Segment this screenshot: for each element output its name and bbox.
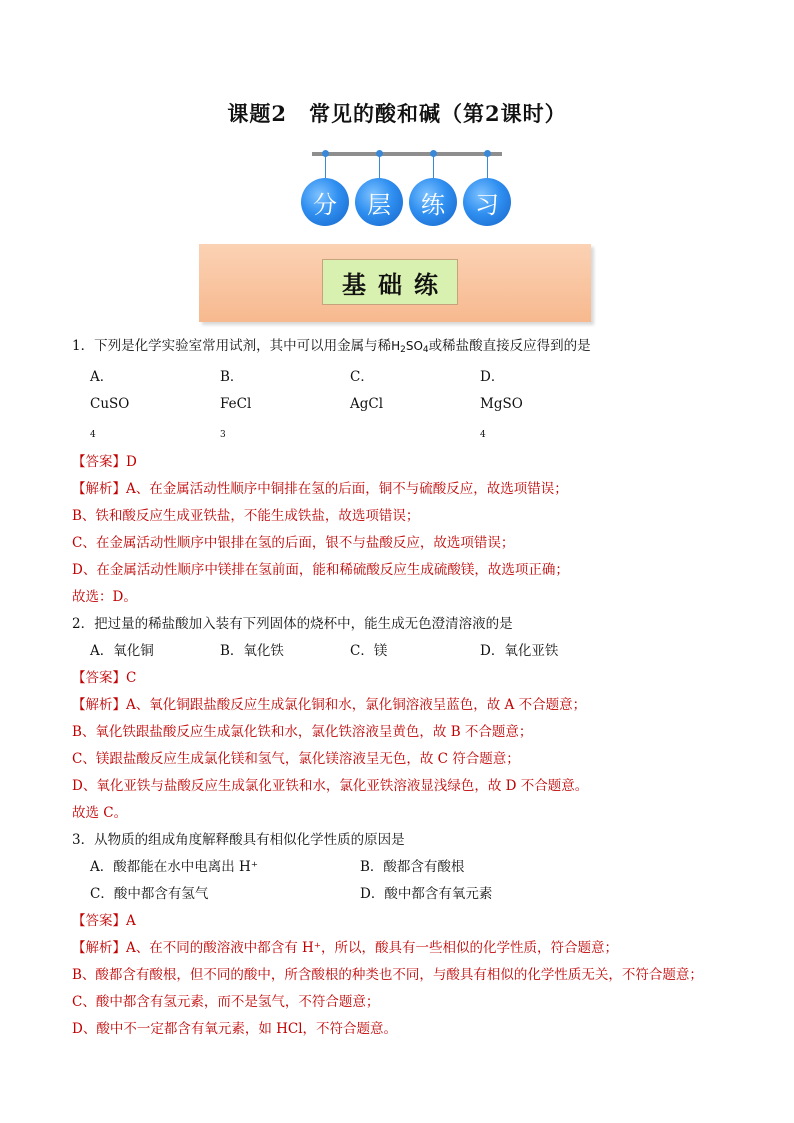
question-3-options-row <box>72 881 712 908</box>
option-c[interactable]: C．AgCl <box>350 369 384 412</box>
option-d[interactable]: D．氧化亚铁 <box>480 643 559 659</box>
question-1-stem: 1．下列是化学实验室常用试剂，其中可以用金属与稀$H_2SO_4$或稀盐酸直接反应得到的是 <box>72 338 591 355</box>
banner-bar <box>312 152 502 156</box>
option-c[interactable]: C．镁 <box>350 643 388 659</box>
question-3-options-row <box>72 854 712 881</box>
banner-string <box>433 156 434 180</box>
question-3-answer: 【答案】A <box>72 913 136 929</box>
option-d[interactable]: D．酸中都含有氧元素 <box>360 886 493 902</box>
option-d[interactable]: D．MgSO$_4$ <box>480 369 523 440</box>
option-b[interactable]: B．酸都含有酸根 <box>360 859 465 875</box>
banner-ball: 习 <box>463 178 511 226</box>
banner-string <box>325 156 326 180</box>
question-1-analysis-line: B、铁和酸反应生成亚铁盐，不能生成铁盐，故选项错误； <box>72 508 420 524</box>
question-3-analysis-line: D、酸中不一定都含有氧元素，如 HCl，不符合题意。 <box>72 1021 398 1037</box>
question-1-answer: 【答案】D <box>72 454 137 470</box>
question-2-options <box>72 638 712 665</box>
question-3-analysis-line: C、酸中都含有氢元素，而不是氢气，不符合题意； <box>72 994 380 1010</box>
banner-ball: 分 <box>301 178 349 226</box>
option-a[interactable]: A．酸都能在水中电离出 H⁺ <box>90 859 258 875</box>
banner-string <box>379 156 380 180</box>
option-a[interactable]: A．CuSO$_4$ <box>90 369 130 440</box>
question-1-analysis-line: C、在金属活动性顺序中银排在氢的后面，银不与盐酸反应，故选项错误； <box>72 535 515 551</box>
question-3-stem: 3．从物质的组成角度解释酸具有相似化学性质的原因是 <box>72 832 405 848</box>
banner-ball: 练 <box>409 178 457 226</box>
option-a[interactable]: A．氧化铜 <box>90 643 154 659</box>
banner-ball: 层 <box>355 178 403 226</box>
question-3-analysis-line: B、酸都含有酸根，但不同的酸中，所含酸根的种类也不同，与酸具有相似的化学性质无关，不符合题意； <box>72 967 703 983</box>
question-2-stem: 2．把过量的稀盐酸加入装有下列固体的烧杯中，能生成无色澄清溶液的是 <box>72 616 513 632</box>
question-1-analysis-line: 故选：D。 <box>72 589 137 605</box>
question-1-options <box>72 364 712 449</box>
question-2-analysis-line: B、氧化铁跟盐酸反应生成氯化铁和水，氯化铁溶液呈黄色，故 B 不合题意； <box>72 724 533 740</box>
question-2-analysis-line: 故选 C。 <box>72 805 128 821</box>
section-label: 基础练 <box>322 259 458 305</box>
question-2-answer: 【答案】C <box>72 670 137 686</box>
option-b[interactable]: B．氧化铁 <box>220 643 284 659</box>
question-2-analysis-line: C、镁跟盐酸反应生成氯化镁和氢气，氯化镁溶液呈无色，故 C 符合题意； <box>72 751 520 767</box>
page-title: 课题2 常见的酸和碱（第2课时） <box>227 101 567 126</box>
question-1-analysis-line: 【解析】A、在金属活动性顺序中铜排在氢的后面，铜不与硫酸反应，故选项错误； <box>72 481 568 497</box>
question-1-analysis-line: D、在金属活动性顺序中镁排在氢前面，能和稀硫酸反应生成硫酸镁，故选项正确； <box>72 562 569 578</box>
option-b[interactable]: B．FeCl$_3$ <box>220 369 252 440</box>
question-3-analysis-line: 【解析】A、在不同的酸溶液中都含有 H⁺，所以，酸具有一些相似的化学性质，符合题意； <box>72 940 618 956</box>
section-header <box>199 244 591 322</box>
banner-string <box>487 156 488 180</box>
question-2-analysis-line: D、氧化亚铁与盐酸反应生成氯化亚铁和水，氯化亚铁溶液显浅绿色，故 D 不合题意。 <box>72 778 589 794</box>
option-c[interactable]: C．酸中都含有氢气 <box>90 886 209 902</box>
layered-practice-banner <box>300 148 516 228</box>
question-content <box>72 333 712 1043</box>
question-2-analysis-line: 【解析】A、氧化铜跟盐酸反应生成氯化铜和水，氯化铜溶液呈蓝色，故 A 不合题意； <box>72 697 587 713</box>
